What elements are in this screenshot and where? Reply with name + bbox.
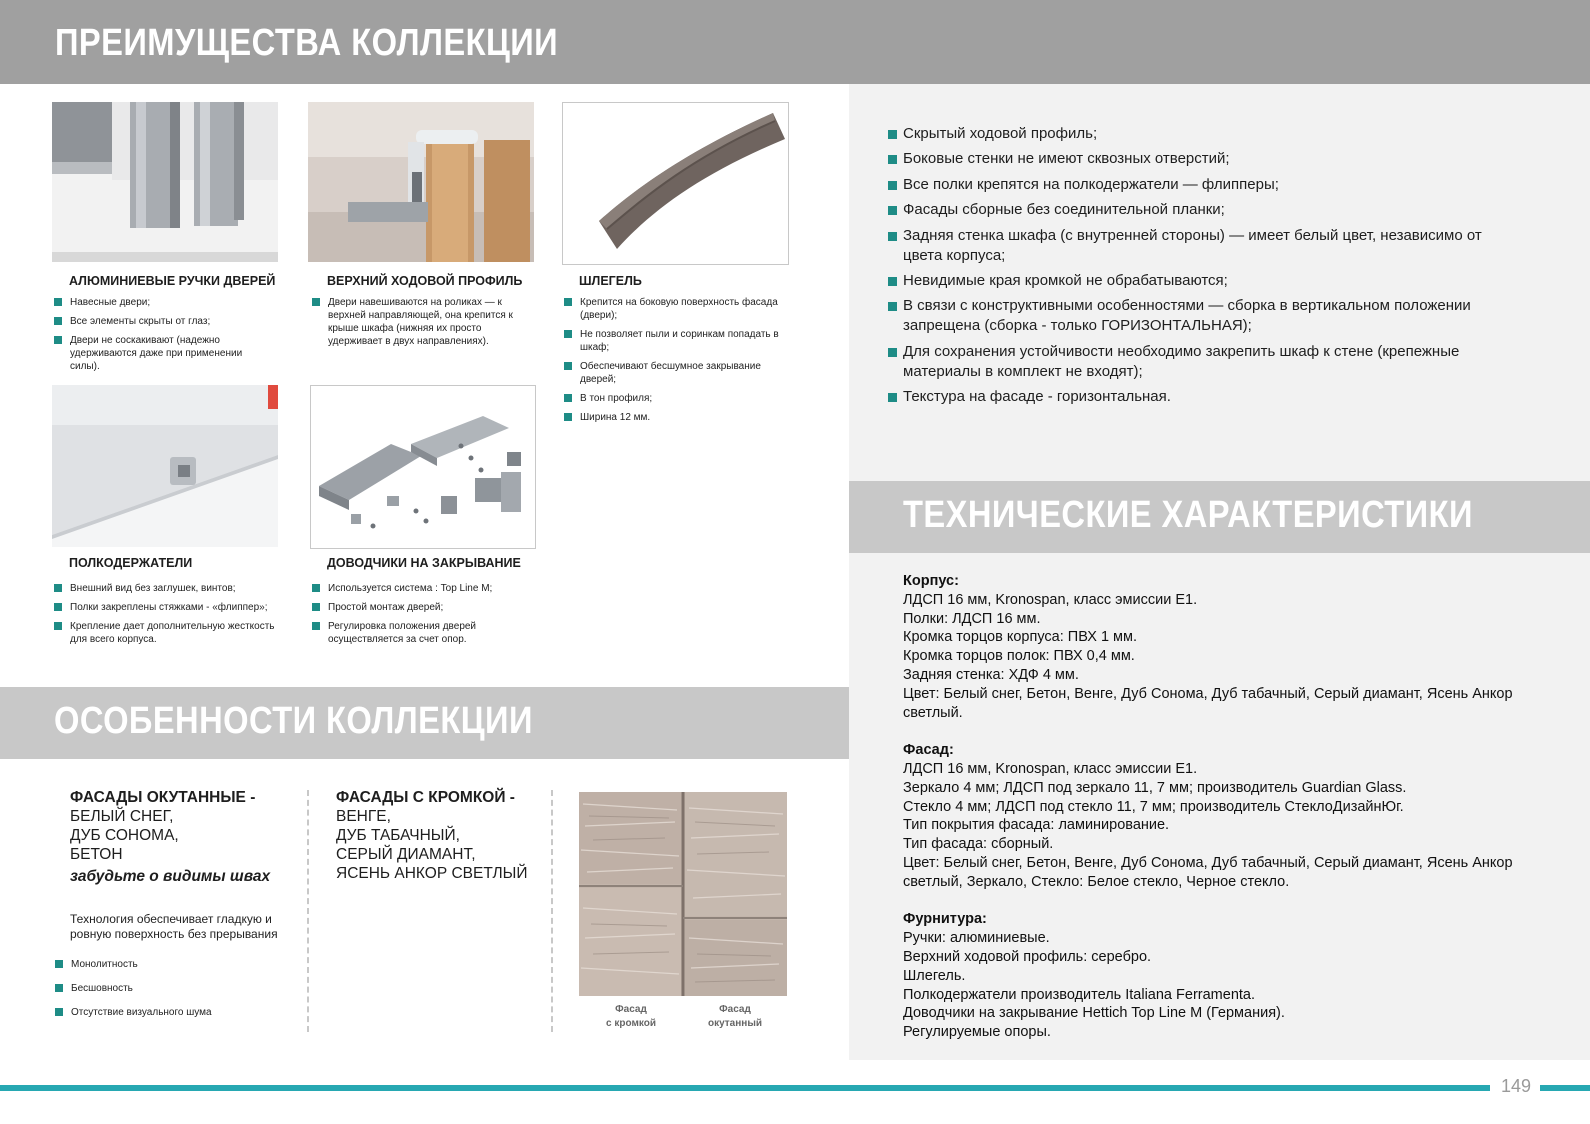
tech-line: Шлегель. (903, 967, 966, 984)
advantage-item: Фасады сборные без соединительной планки; (888, 200, 1518, 220)
footer-line-left (0, 1085, 1490, 1091)
facades-wrapped-title: ФАСАДЫ ОКУТАННЫЕ - (70, 789, 256, 806)
facade-color: ЯСЕНЬ АНКОР СВЕТЛЫЙ (336, 865, 528, 882)
tech-line: Кромка торцов полок: ПВХ 0,4 мм. (903, 648, 1135, 665)
feature-title-schlegel: ШЛЕГЕЛЬ (579, 274, 642, 288)
tech-group-facade (903, 741, 1553, 891)
advantage-item: Боковые стенки не имеют сквозных отверстий; (888, 149, 1518, 169)
facade-bullet: Монолитность (55, 958, 285, 971)
tech-group-body (903, 572, 1553, 722)
feature-item: В тон профиля; (564, 392, 789, 405)
tech-specs (903, 572, 1553, 1042)
tech-line: Полкодержатели производитель Italiana Ferramenta. (903, 986, 1256, 1003)
feature-item: Ширина 12 мм. (564, 411, 789, 424)
facades-description: Технология обеспечивает гладкую и ровную поверхность без прерывания (70, 912, 278, 941)
shelf-holder-photo (52, 385, 278, 547)
facades-bullet-list (55, 958, 285, 1025)
tech-line: Ручки: алюминиевые. (903, 930, 1050, 947)
tech-line: Задняя стенка: ХДФ 4 мм. (903, 666, 1079, 683)
feature-item: Обеспечивают бесшумное закрывание дверей; (564, 360, 789, 386)
tech-line: Кромка торцов корпуса: ПВХ 1 мм. (903, 629, 1138, 646)
facade-sample-photo (579, 792, 787, 996)
facades-edged-block (336, 788, 551, 883)
advantages-header-band (0, 0, 1590, 84)
page-number: 149 (1500, 1076, 1532, 1096)
feature-title-closers: ДОВОДЧИКИ НА ЗАКРЫВАНИЕ (327, 556, 521, 570)
tech-line: Регулируемые опоры. (903, 1024, 1051, 1041)
feature-list-closers (312, 582, 522, 652)
advantage-item: Невидимые края кромкой не обрабатываются; (888, 271, 1518, 291)
feature-item: Двери навешиваются на роликах — к верхней направляющей, она крепится к крыше шкафа (нижняя их просто удерживает в двух направлениях). (312, 296, 522, 348)
tech-header-title: ТЕХНИЧЕСКИЕ ХАРАКТЕРИСТИКИ (903, 494, 1473, 536)
facades-slogan: забудьте о видимы швах (70, 868, 271, 885)
tech-line: Полки: ЛДСП 16 мм. (903, 610, 1041, 627)
tech-group-hardware (903, 910, 1553, 1042)
caption-wrapped (698, 1003, 772, 1031)
feature-item: Регулировка положения дверей осуществляется за счет опор. (312, 620, 522, 646)
column-divider (307, 790, 309, 1032)
feature-title-shelf-holders: ПОЛКОДЕРЖАТЕЛИ (69, 556, 193, 570)
feature-item: Все элементы скрыты от глаз; (54, 315, 259, 328)
features-header-band (0, 687, 849, 759)
feature-list-profile (312, 296, 522, 354)
feature-list-schlegel (564, 296, 789, 430)
advantage-item: Задняя стенка шкафа (с внутренней стороны) — имеет белый цвет, независимо от цвета корпуса; (888, 226, 1518, 266)
tech-heading: Фасад: (903, 742, 954, 759)
facade-color: ДУБ ТАБАЧНЫЙ, (336, 827, 460, 844)
feature-item: Навесные двери; (54, 296, 259, 309)
feature-title-handles: АЛЮМИНИЕВЫЕ РУЧКИ ДВЕРЕЙ (69, 274, 276, 288)
schlegel-photo (562, 102, 789, 265)
caption-edged (594, 1003, 668, 1031)
facade-color: ВЕНГЕ, (336, 808, 391, 825)
tech-line: Стекло 4 мм; ЛДСП под стекло 11, 7 мм; производитель СтеклоДизайнЮг. (903, 798, 1404, 815)
facades-wrapped-block (70, 788, 300, 864)
feature-list-shelf-holders (54, 582, 279, 652)
advantage-item: В связи с конструктивными особенностями — сборка в вертикальном положении запрещена (сборка - только ГОРИЗОНТАЛЬНАЯ); (888, 296, 1518, 336)
tech-line: Зеркало 4 мм; ЛДСП под зеркало 11, 7 мм; производитель Guardian Glass. (903, 779, 1407, 796)
advantage-item: Текстура на фасаде - горизонтальная. (888, 387, 1518, 407)
tech-heading: Корпус: (903, 573, 959, 589)
feature-item: Крепление дает дополнительную жесткость для всего корпуса. (54, 620, 279, 646)
advantage-item: Скрытый ходовой профиль; (888, 124, 1518, 144)
feature-item: Используется система : Top Line M; (312, 582, 522, 595)
tech-line: Верхний ходовой профиль: серебро. (903, 948, 1152, 965)
facade-bullet: Бесшовность (55, 982, 285, 995)
tech-heading: Фурнитура: (903, 911, 987, 928)
advantages-header-title: ПРЕИМУЩЕСТВА КОЛЛЕКЦИИ (55, 22, 559, 64)
closers-photo (310, 385, 536, 549)
feature-item: Полки закреплены стяжками - «флиппер»; (54, 601, 279, 614)
feature-list-handles (54, 296, 259, 379)
facade-color: ДУБ СОНОМА, (70, 827, 179, 844)
caption-line: окутанный (707, 1018, 763, 1029)
tech-line: ЛДСП 16 мм, Kronospan, класс эмиссии Е1. (903, 591, 1198, 608)
tech-line: ЛДСП 16 мм, Kronospan, класс эмиссии Е1. (903, 760, 1198, 777)
facade-color: БЕЛЫЙ СНЕГ, (70, 808, 174, 825)
features-header-title: ОСОБЕННОСТИ КОЛЛЕКЦИИ (54, 700, 533, 742)
tech-line: Цвет: Белый снег, Бетон, Венге, Дуб Сонома, Дуб табачный, Серый диамант, Ясень Анкор светлый. (903, 685, 1513, 721)
aluminium-handles-photo (52, 102, 278, 262)
advantage-item: Для сохранения устойчивости необходимо закрепить шкаф к стене (крепежные материалы в комплект не входят); (888, 342, 1518, 382)
feature-title-profile: ВЕРХНИЙ ХОДОВОЙ ПРОФИЛЬ (327, 274, 523, 288)
facades-edged-title: ФАСАДЫ С КРОМКОЙ - (336, 789, 515, 806)
tech-line: Доводчики на закрывание Hettich Top Line M (Германия). (903, 1005, 1285, 1022)
top-profile-photo (308, 102, 534, 262)
caption-line: с кромкой (606, 1018, 656, 1029)
feature-item: Не позволяет пыли и соринкам попадать в шкаф; (564, 328, 789, 354)
facade-color: БЕТОН (70, 846, 123, 863)
tech-line: Тип фасада: сборный. (903, 836, 1054, 853)
caption-line: Фасад (615, 1004, 647, 1015)
footer-line-right (1540, 1085, 1590, 1091)
tech-line: Цвет: Белый снег, Бетон, Венге, Дуб Сонома, Дуб табачный, Серый диамант, Ясень Анкор светлый, Зеркало, Стекло: Белое стекло, Черное стекло. (903, 854, 1513, 890)
advantage-item: Все полки крепятся на полкодержатели — флипперы; (888, 175, 1518, 195)
facade-bullet: Отсутствие визуального шума (55, 1006, 285, 1019)
caption-line: Фасад (719, 1004, 751, 1015)
facade-color: СЕРЫЙ ДИАМАНТ, (336, 846, 476, 863)
column-divider (551, 790, 553, 1032)
feature-item: Двери не соскакивают (надежно удерживаются даже при применении силы). (54, 334, 259, 373)
tech-line: Тип покрытия фасада: ламинирование. (903, 817, 1170, 834)
feature-item: Крепится на боковую поверхность фасада (двери); (564, 296, 789, 322)
tech-header-band (849, 481, 1590, 553)
advantages-list (888, 124, 1518, 413)
feature-item: Внешний вид без заглушек, винтов; (54, 582, 279, 595)
feature-item: Простой монтаж дверей; (312, 601, 522, 614)
